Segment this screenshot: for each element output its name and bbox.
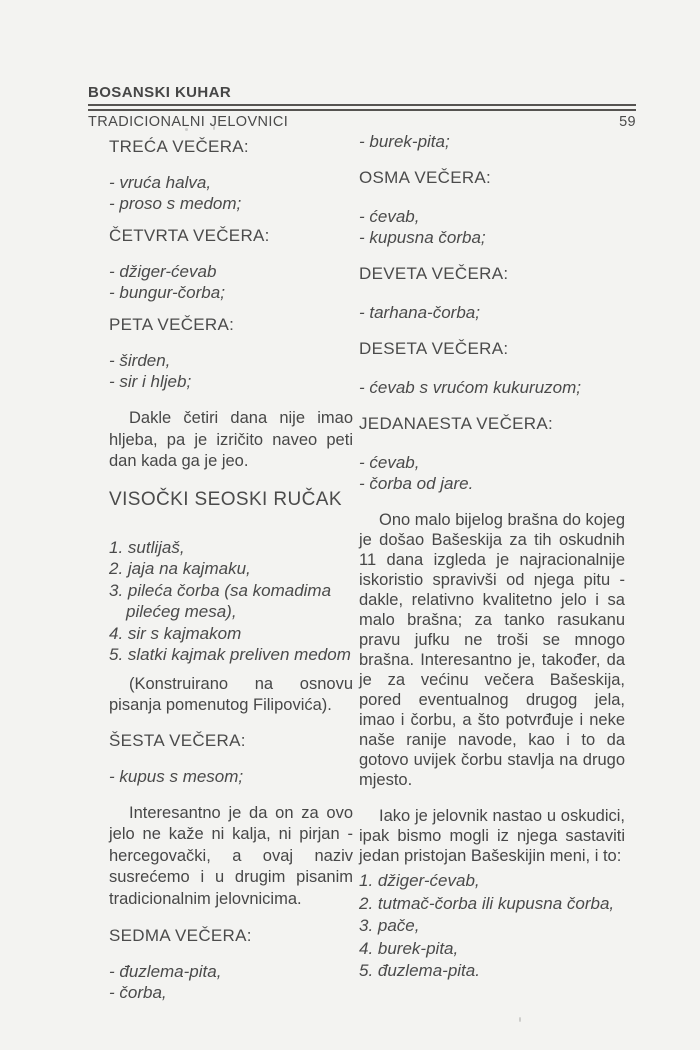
dish-line: - širden,: [109, 351, 171, 370]
right-column: [359, 131, 625, 983]
scan-speck: [213, 126, 215, 130]
dish-line: - čorba,: [109, 983, 167, 1002]
dish-line: - ćevab s vrućom kukuruzom;: [359, 378, 582, 397]
dish-line: - ćevab,: [359, 207, 420, 226]
dish-group-cetvrta: [109, 261, 353, 303]
section-heading-visocki: VISOČKI SEOSKI RUČAK: [109, 488, 342, 510]
body-paragraph-ono: Ono malo bijelog brašna do kojeg je došao Bašeskija za tih oskudnih 11 dana izgleda je najracionalnije iskoristio spravivši od njega pitu - dakle, relativno kvalitetno jelo i sa malo brašna; za tanko rasukanu pravu jufku ne troši se mnogo brašna. Interesantno je, također, da je za većinu večera Bašeskija, pored eventualnog drugog jela, imao i čorbu, a što potvrđuje i neke naše ranije navode, kao i to da gotovo uvijek čorbu stavlja na drugo mjesto.: [359, 511, 625, 789]
vecera-heading-jedanaesta: JEDANAESTA VEČERA:: [359, 414, 554, 433]
body-paragraph-dakle: Dakle četiri dana nije imao hljeba, pa je izričito naveo peti dan kada ga je jeo.: [109, 409, 353, 470]
vecera-heading-cetvrta: ČETVRTA VEČERA:: [109, 226, 270, 245]
body-paragraph-iako: Iako je jelovnik nastao u oskudici, ipak bismo mogli iz njega sastaviti jedan pristojan Bašeskijin meni, i to:: [359, 807, 625, 865]
dish-group-sesta: [109, 766, 353, 787]
header-rule: [88, 104, 636, 111]
vecera-heading-peta: PETA VEČERA:: [109, 315, 235, 334]
running-header: [88, 84, 636, 130]
vecera-heading-treca: TREĆA VEČERA:: [109, 137, 249, 156]
menu-item: 2. tutmač-čorba ili kupusna čorba,: [359, 893, 615, 913]
dish-line: - džiger-ćevab: [109, 262, 217, 281]
dish-group-peta: [109, 350, 353, 392]
scan-speck: [185, 128, 188, 131]
dish-line: - bungur-čorba;: [109, 283, 225, 302]
body-paragraph-interesantno: Interesantno je da on za ovo jelo ne kaže ni kalja, ni pirjan - hercegovački, a ovaj naziv susrećemo i u drugim pisanim tradicionalnim jelovnicima.: [109, 803, 353, 908]
dish-group-deveta: [359, 302, 625, 323]
vecera-heading-sesta: ŠESTA VEČERA:: [109, 730, 246, 750]
vecera-heading-deseta: DESETA VEČERA:: [359, 339, 509, 358]
menu-item: 3. pače,: [359, 916, 420, 935]
dish-line: - đuzlema-pita,: [109, 962, 222, 981]
dish-line: - vruća halva,: [109, 173, 212, 192]
dish-line: - čorba od jare.: [359, 474, 474, 493]
dish-line: - ćevab,: [359, 453, 420, 472]
vecera-heading-osma: OSMA VEČERA:: [359, 168, 492, 187]
page-number: 59: [619, 114, 636, 130]
menu-list-baseskija: [359, 870, 625, 983]
scan-speck: [519, 1017, 521, 1022]
dish-group-deseta: [359, 377, 625, 398]
dish-line: - kupusna čorba;: [359, 228, 486, 247]
dish-group-jedanaesta: [359, 452, 625, 494]
menu-item: 4. sir s kajmakom: [109, 623, 242, 643]
left-column: [109, 131, 353, 1015]
dish-line: - kupus s mesom;: [109, 766, 244, 786]
dish-group-osma: [359, 206, 625, 248]
body-paragraph-konstruirano: (Konstruirano na osnovu pisanja pomenutog Filipovića).: [109, 674, 353, 714]
book-title: BOSANSKI KUHAR: [88, 84, 232, 101]
section-row: [88, 111, 636, 130]
menu-item: 3. pileća čorba (sa komadima pilećeg mesa),: [109, 580, 332, 621]
dish-line: - tarhana-čorba;: [359, 303, 480, 322]
dish-line: - proso s medom;: [109, 194, 242, 213]
menu-item: 1. sutlijaš,: [109, 537, 185, 557]
dish-group-sedma: [109, 961, 353, 1003]
menu-item: 5. slatki kajmak preliven medom: [109, 645, 351, 664]
dish-group-treca: [109, 172, 353, 214]
vecera-heading-deveta: DEVETA VEČERA:: [359, 264, 509, 283]
menu-item: 4. burek-pita,: [359, 938, 459, 958]
menu-item: 5. đuzlema-pita.: [359, 961, 480, 980]
menu-list-visocki: [109, 537, 353, 666]
menu-item: 1. džiger-ćevab,: [359, 871, 480, 890]
dish-line: - burek-pita;: [359, 132, 450, 151]
dish-group-sedma-continued: [359, 131, 625, 152]
dish-line: - sir i hljeb;: [109, 372, 192, 391]
menu-item: 2. jaja na kajmaku,: [109, 559, 251, 578]
section-title: TRADICIONALNI JELOVNICI: [88, 114, 289, 130]
vecera-heading-sedma: SEDMA VEČERA:: [109, 926, 252, 945]
